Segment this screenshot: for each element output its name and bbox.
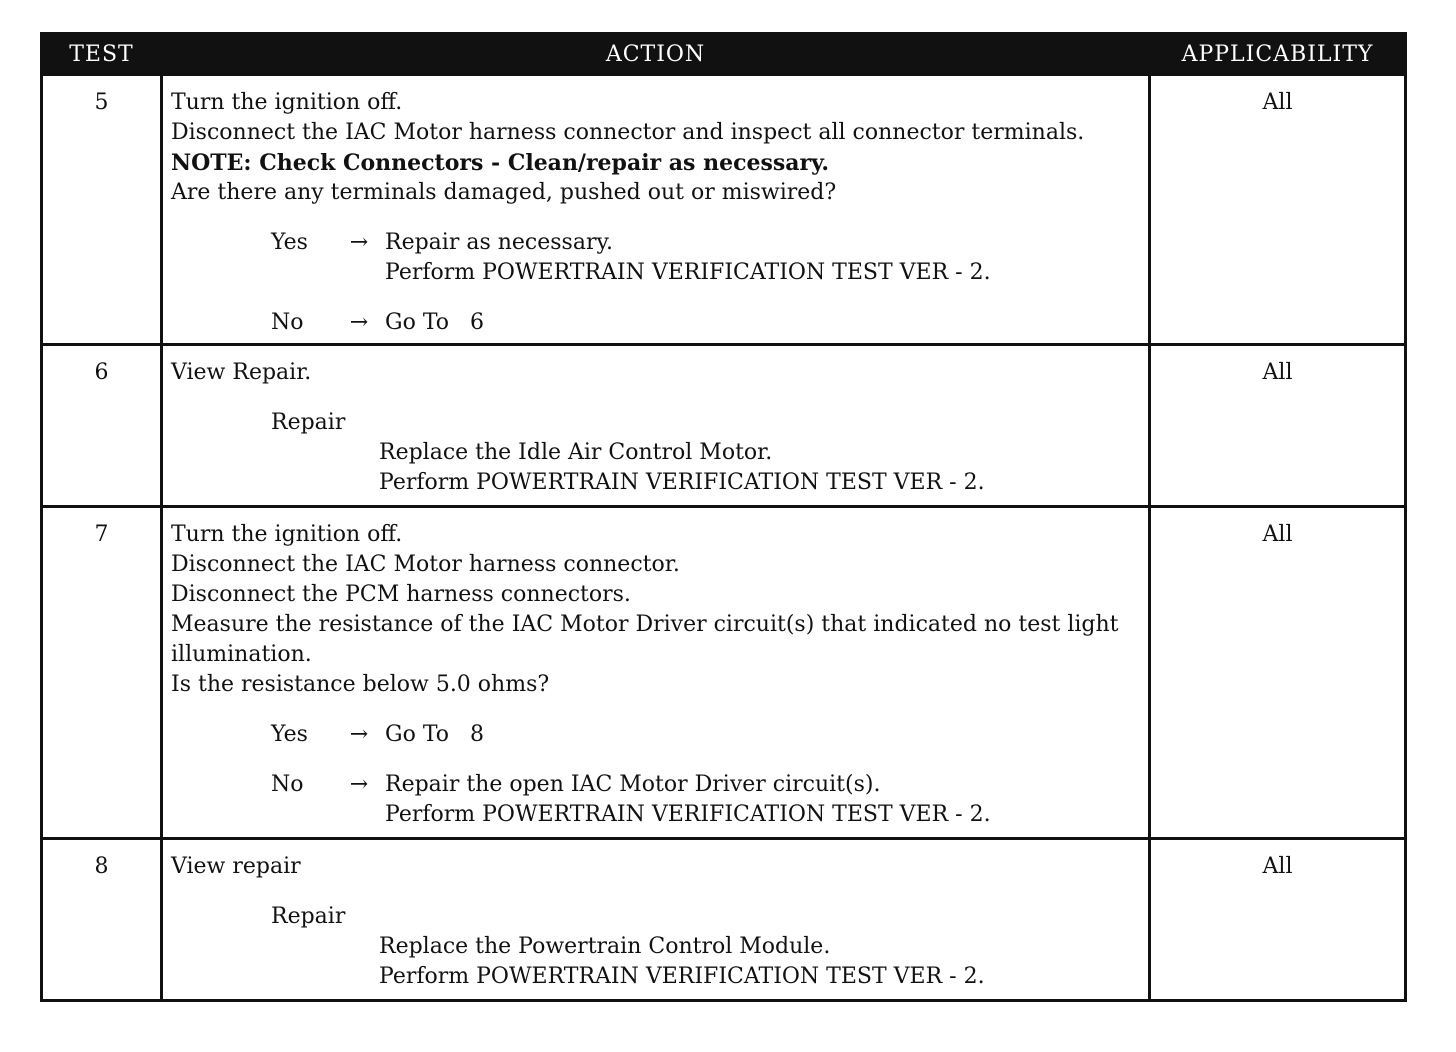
applicability-cell: All	[1150, 75, 1406, 345]
header-test: TEST	[42, 34, 162, 75]
repair-label: Repair	[271, 904, 346, 929]
yes-label: Yes	[271, 230, 308, 255]
header-action: ACTION	[162, 34, 1150, 75]
arrow-icon: →	[349, 310, 369, 335]
repair-block	[171, 408, 1142, 498]
option-text: Repair as necessary.	[385, 230, 613, 255]
table-row-test-8	[42, 839, 1406, 1001]
table-row-test-6	[42, 345, 1406, 507]
arrow-icon: →	[349, 772, 369, 797]
table-row-test-5	[42, 75, 1406, 345]
no-label: No	[271, 772, 304, 797]
action-cell	[162, 75, 1150, 345]
test-number: 7	[42, 507, 162, 839]
action-line: Disconnect the PCM harness connectors.	[171, 582, 631, 607]
arrow-icon: →	[349, 230, 369, 255]
action-line: Turn the ignition off.	[171, 90, 403, 115]
option-text: Repair the open IAC Motor Driver circuit(s).	[385, 772, 881, 797]
no-label: No	[271, 310, 304, 335]
question-line: Are there any terminals damaged, pushed out or miswired?	[171, 180, 837, 205]
repair-block	[171, 902, 1142, 992]
repair-label: Repair	[271, 410, 346, 435]
go-to-link[interactable]: Go To 6	[385, 310, 484, 335]
no-option	[271, 308, 1142, 338]
applicability-cell: All	[1150, 839, 1406, 1001]
go-to-link[interactable]: Go To 8	[385, 722, 484, 747]
action-cell	[162, 345, 1150, 507]
test-number: 5	[42, 75, 162, 345]
action-line: View Repair.	[171, 360, 312, 385]
option-text: Perform POWERTRAIN VERIFICATION TEST VER - 2.	[385, 802, 991, 827]
action-line: View repair	[171, 854, 301, 879]
arrow-icon: →	[349, 722, 369, 747]
action-cell	[162, 839, 1150, 1001]
option-text: Perform POWERTRAIN VERIFICATION TEST VER - 2.	[385, 260, 991, 285]
repair-text: Replace the Powertrain Control Module.	[379, 934, 831, 959]
repair-text: Replace the Idle Air Control Motor.	[379, 440, 773, 465]
action-line: Measure the resistance of the IAC Motor Driver circuit(s) that indicated no test light illumination.	[171, 612, 1119, 667]
action-cell	[162, 507, 1150, 839]
table-header-row	[42, 34, 1406, 75]
no-option	[271, 770, 1142, 830]
action-line: Disconnect the IAC Motor harness connector and inspect all connector terminals.	[171, 120, 1085, 145]
repair-text: Perform POWERTRAIN VERIFICATION TEST VER - 2.	[379, 470, 985, 495]
header-applicability: APPLICABILITY	[1150, 34, 1406, 75]
action-line: Disconnect the IAC Motor harness connector.	[171, 552, 680, 577]
yes-label: Yes	[271, 722, 308, 747]
note-line: NOTE: Check Connectors - Clean/repair as necessary.	[171, 150, 830, 176]
yes-option	[271, 228, 1142, 288]
test-number: 8	[42, 839, 162, 1001]
diagnostic-test-table-page	[40, 32, 1404, 1002]
action-line: Turn the ignition off.	[171, 522, 403, 547]
yes-option	[271, 720, 1142, 750]
repair-text: Perform POWERTRAIN VERIFICATION TEST VER - 2.	[379, 964, 985, 989]
applicability-cell: All	[1150, 507, 1406, 839]
diagnostic-test-table	[40, 32, 1407, 1002]
applicability-cell: All	[1150, 345, 1406, 507]
table-row-test-7	[42, 507, 1406, 839]
question-line: Is the resistance below 5.0 ohms?	[171, 672, 550, 697]
test-number: 6	[42, 345, 162, 507]
